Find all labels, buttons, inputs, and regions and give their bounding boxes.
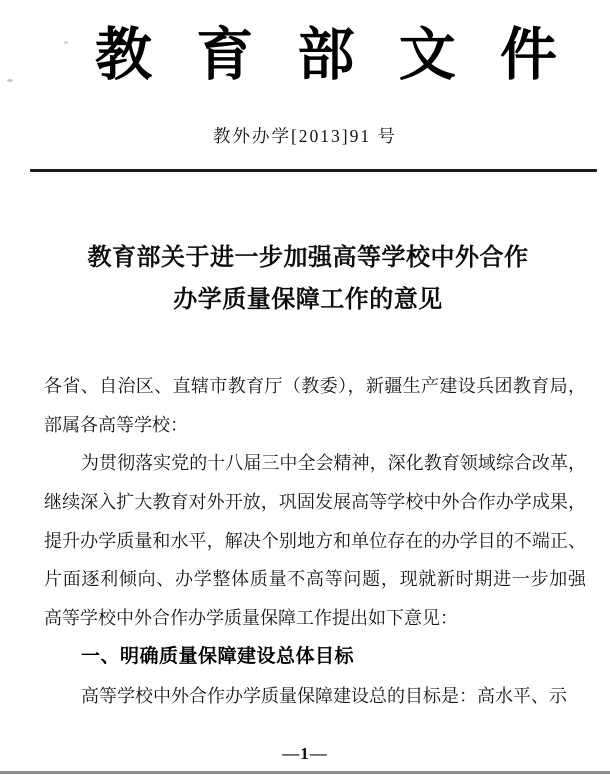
body-line: 部属各高等学校： xyxy=(44,414,188,435)
bottom-scan-line xyxy=(0,771,610,774)
title-line: 教育部关于进一步加强高等学校中外合作 xyxy=(87,244,529,271)
doc-number: 教外办学[2013]91 号 xyxy=(212,126,398,146)
header-char: 教 xyxy=(95,24,152,87)
header-char: 部 xyxy=(297,24,355,87)
body-line: 片面逐利倾向、办学整体质量不高等问题，现就新时期进一步加强 xyxy=(44,569,586,590)
scan-speck xyxy=(7,79,13,82)
header-char: 文 xyxy=(398,24,456,87)
document-title xyxy=(8,237,608,321)
body-line: 继续深入扩大教育对外开放，巩固发展高等学校中外合作办学成果， xyxy=(44,492,586,513)
body-line: 为贯彻落实党的十八届三中全会精神，深化教育领域综合改革， xyxy=(81,453,586,474)
divider-line xyxy=(30,169,597,172)
body-line: 高等学校中外合作办学质量保障建设总的目标是：高水平、示 xyxy=(81,685,567,706)
body-line: 提升办学质量和水平，解决个别地方和单位存在的办学目的不端正、 xyxy=(44,530,586,551)
scan-speck xyxy=(64,41,68,44)
header-char: 件 xyxy=(500,24,557,87)
page-number: —1— xyxy=(282,744,328,763)
header-title xyxy=(95,26,557,92)
body-line: 各省、自治区、直辖市教育厅（教委），新疆生产建设兵团教育局， xyxy=(44,376,586,396)
body-line: 高等学校中外合作办学质量保障工作提出如下意见： xyxy=(44,608,458,629)
header-char: 育 xyxy=(196,24,254,87)
body-text xyxy=(44,367,586,715)
section-heading: 一、明确质量保障建设总体目标 xyxy=(81,645,355,667)
title-line: 办学质量保障工作的意见 xyxy=(173,286,443,313)
